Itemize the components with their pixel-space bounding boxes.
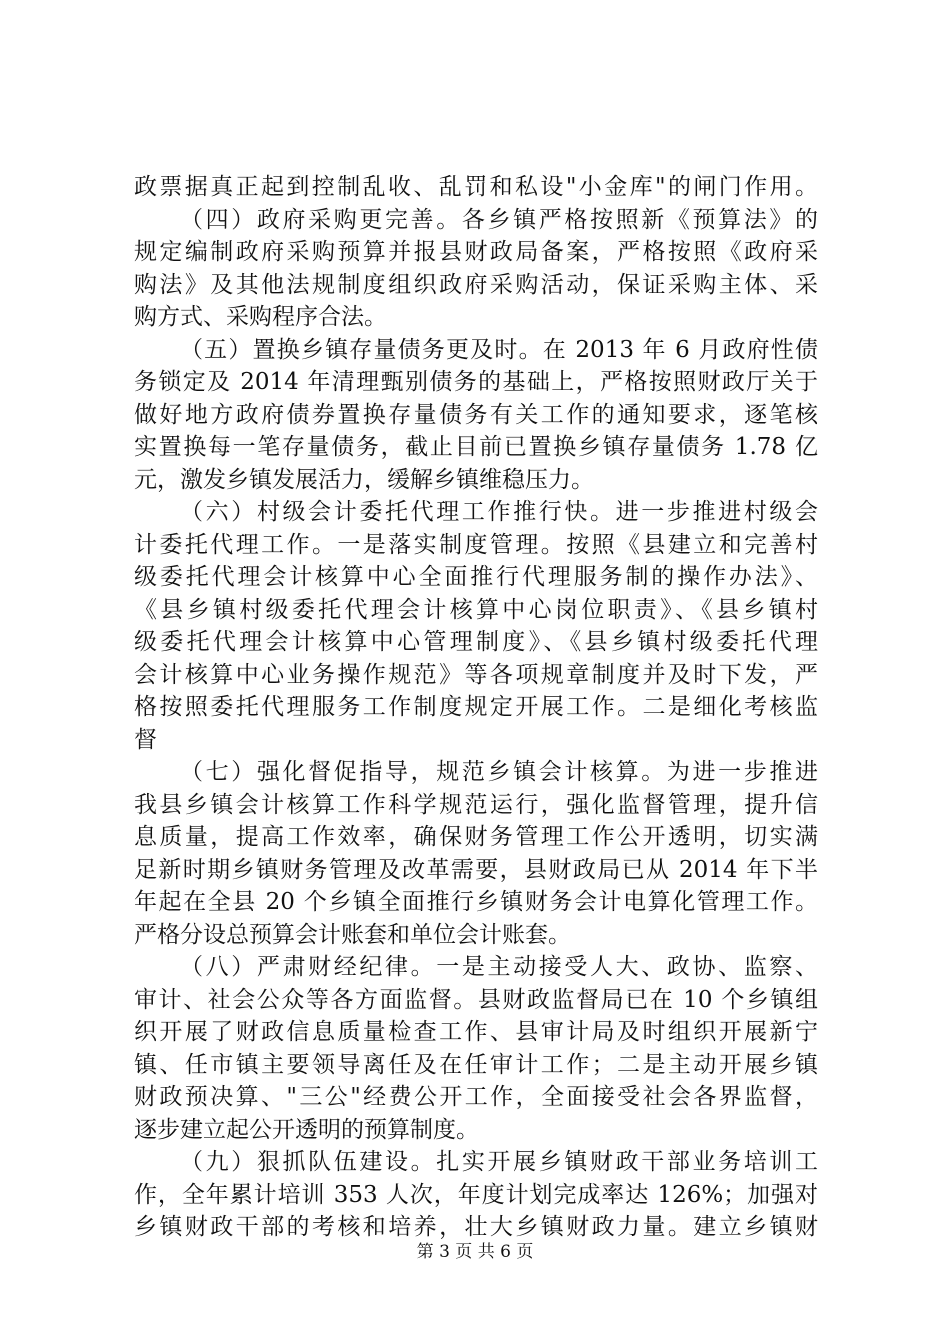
paragraph-section-5	[134, 334, 818, 497]
text-line: （六）村级会计委托代理工作推行快。进一步推进村级会	[180, 499, 818, 525]
text-line: （五）置换乡镇存量债务更及时。在 2013 年 6 月政府性债	[180, 336, 818, 363]
text-line: 严格分设总预算会计账套和单位会计账套。	[134, 921, 571, 948]
text-line: 作，全年累计培训 353 人次，年度计划完成率达 126%；加强对	[134, 1181, 818, 1208]
text-line: 级委托代理会计核算中心全面推行代理服务制的操作办法》、	[134, 564, 818, 590]
text-line: （九）狠抓队伍建设。扎实开展乡镇财政干部业务培训工	[180, 1149, 818, 1175]
paragraph-section-8	[134, 951, 818, 1146]
text-line: 财政预决算、"三公"经费公开工作，全面接受社会各界监督，	[134, 1084, 818, 1110]
text-line: 购方式、采购程序合法。	[134, 304, 387, 330]
text-line: （四）政府采购更完善。各乡镇严格按照新《预算法》的	[180, 206, 818, 233]
text-line: 级委托代理会计核算中心管理制度》、《县乡镇村级委托代理	[134, 629, 818, 655]
text-line: 规定编制政府采购预算并报县财政局备案，严格按照《政府采	[134, 239, 818, 265]
paragraph-section-9	[134, 1146, 818, 1244]
text-line: 织开展了财政信息质量检查工作、县审计局及时组织开展新宁	[134, 1019, 818, 1045]
text-line: 我县乡镇会计核算工作科学规范运行，强化监督管理，提升信	[134, 791, 818, 818]
text-line: 会计核算中心业务操作规范》等各项规章制度并及时下发，严	[134, 661, 818, 688]
text-line: 镇、任市镇主要领导离任及在任审计工作；二是主动开展乡镇	[134, 1051, 818, 1078]
text-line: 购法》及其他法规制度组织政府采购活动，保证采购主体、采	[134, 271, 818, 298]
text-line: 元，激发乡镇发展活力，缓解乡镇维稳压力。	[134, 466, 594, 493]
document-body	[134, 171, 818, 1244]
paragraph-continuation	[134, 171, 818, 204]
paragraph-section-6	[134, 496, 818, 756]
text-line: 《县乡镇村级委托代理会计核算中心岗位职责》、《县乡镇村	[134, 596, 818, 623]
paragraph-section-7	[134, 756, 818, 951]
text-line: 逐步建立起公开透明的预算制度。	[134, 1116, 479, 1143]
text-line: 督	[134, 726, 157, 753]
text-line: （八）严肃财经纪律。一是主动接受人大、政协、监察、	[180, 954, 818, 980]
text-line: 做好地方政府债券置换存量债务有关工作的通知要求，逐笔核	[134, 401, 818, 428]
text-line: 年起在全县 20 个乡镇全面推行乡镇财务会计电算化管理工作。	[134, 889, 818, 915]
paragraph-section-4	[134, 204, 818, 334]
text-line: 实置换每一笔存量债务，截止目前已置换乡镇存量债务 1.78 亿	[134, 434, 818, 460]
text-line: 足新时期乡镇财务管理及改革需要，县财政局已从 2014 年下半	[134, 856, 818, 883]
text-line: 乡镇财政干部的考核和培养，壮大乡镇财政力量。建立乡镇财	[134, 1214, 818, 1240]
text-line: （七）强化督促指导，规范乡镇会计核算。为进一步推进	[180, 759, 818, 785]
text-line: 政票据真正起到控制乱收、乱罚和私设"小金库"的闸门作用。	[134, 174, 818, 200]
page-number-footer: 第 3 页 共 6 页	[416, 1242, 534, 1262]
text-line: 审计、社会公众等各方面监督。县财政监督局已在 10 个乡镇组	[134, 986, 818, 1013]
text-line: 息质量，提高工作效率，确保财务管理工作公开透明，切实满	[134, 824, 818, 850]
text-line: 计委托代理工作。一是落实制度管理。按照《县建立和完善村	[134, 531, 818, 558]
text-line: 格按照委托代理服务工作制度规定开展工作。二是细化考核监	[134, 694, 818, 720]
text-line: 务锁定及 2014 年清理甄别债务的基础上，严格按照财政厅关于	[134, 369, 818, 395]
